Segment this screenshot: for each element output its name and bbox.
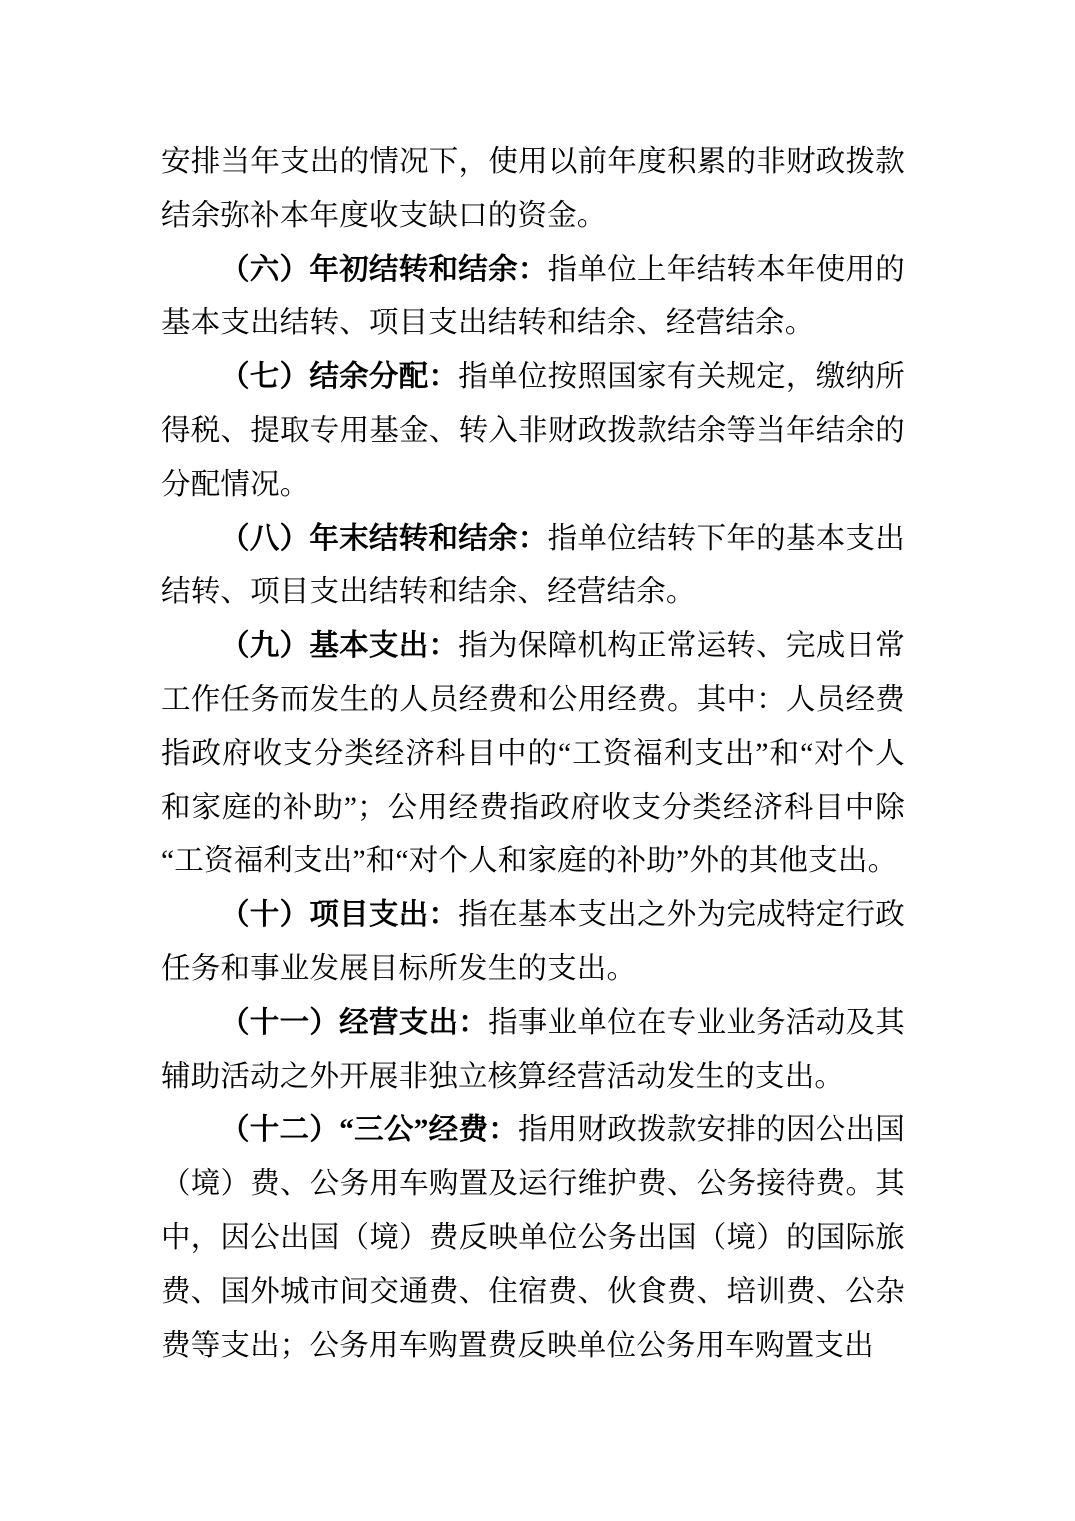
paragraph-text: 安排当年支出的情况下，使用以前年度积累的非财政拨款结余弥补本年度收支缺口的资金。	[161, 146, 905, 232]
paragraph-text: 指用财政拨款安排的因公出国（境）费、公务用车购置及运行维护费、公务接待费。其中，因公出国（境）费反映单位公务出国（境）的国际旅费、国外城市间交通费、住宿费、伙食费、培训费、公杂费等支出；公务用车购置费反映单位公务用车购置支出	[161, 1114, 905, 1362]
paragraph-item-6	[161, 244, 905, 352]
paragraph-item-11	[161, 997, 905, 1105]
document-body	[161, 136, 905, 1373]
paragraph-text: 指事业单位在专业业务活动及其辅助活动之外开展非独立核算经营活动发生的支出。	[161, 1006, 905, 1093]
paragraph-heading: （十二）“三公”经费：	[220, 1114, 519, 1147]
paragraph-item-7	[161, 351, 905, 512]
paragraph-text: 指单位上年结转本年使用的基本支出结转、项目支出结转和结余、经营结余。	[161, 253, 906, 340]
paragraph-heading: （八）年末结转和结余：	[220, 522, 548, 555]
paragraph-text: 指为保障机构正常运转、完成日常工作任务而发生的人员经费和公用经费。其中：人员经费指政府收支分类经济科目中的“工资福利支出”和“对个人和家庭的补助”；公用经费指政府收支分类经济科目中除“工资福利支出”和“对个人和家庭的补助”外的其他支出。	[161, 630, 905, 878]
paragraph-item-8	[161, 513, 905, 621]
paragraph-heading: （七）结余分配：	[220, 361, 459, 394]
paragraph-heading: （九）基本支出：	[220, 630, 459, 663]
paragraph-item-9	[161, 620, 905, 889]
paragraph-heading: （十一）经营支出：	[220, 1006, 489, 1039]
paragraph-text: 指单位结转下年的基本支出结转、项目支出结转和结余、经营结余。	[161, 522, 906, 609]
paragraph-text: 指在基本支出之外为完成特定行政任务和事业发展目标所发生的支出。	[161, 899, 905, 985]
paragraph-heading: （十）项目支出：	[220, 899, 459, 932]
paragraph-item-12	[161, 1104, 905, 1373]
paragraph-text: 指单位按照国家有关规定，缴纳所得税、提取专用基金、转入非财政拨款结余等当年结余的分配情况。	[161, 361, 905, 501]
paragraph-continuation	[161, 136, 905, 244]
paragraph-heading: （六）年初结转和结余：	[220, 253, 548, 286]
paragraph-item-10	[161, 889, 905, 997]
